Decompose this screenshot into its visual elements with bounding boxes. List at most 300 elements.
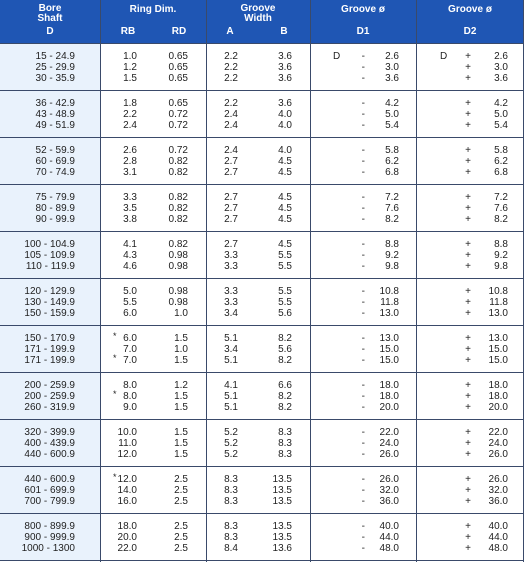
table-cell-size: 80 - 89.9	[35, 203, 75, 214]
table-row	[0, 192, 524, 203]
table-cell-rb: 6.0	[123, 333, 137, 344]
table-row	[0, 521, 524, 532]
row-group	[0, 279, 524, 326]
row-group-divider	[0, 560, 524, 561]
table-cell-d1-sign: -	[361, 391, 365, 402]
table-cell-size: 15 - 24.9	[35, 51, 75, 62]
table-cell-size: 25 - 29.9	[35, 62, 75, 73]
table-cell-a: 5.1	[224, 391, 238, 402]
row-group	[0, 326, 524, 373]
table-cell-size: 900 - 999.9	[24, 532, 75, 543]
table-cell-d2: 48.0	[488, 543, 508, 554]
table-cell-a: 2.4	[224, 109, 238, 120]
table-cell-d1: 9.2	[385, 250, 399, 261]
table-cell-rd: 1.5	[174, 449, 188, 460]
table-cell-size: 440 - 600.9	[24, 474, 75, 485]
table-cell-rb: 3.3	[123, 192, 137, 203]
table-cell-size: 36 - 42.9	[35, 98, 75, 109]
table-cell-d1: 36.0	[379, 496, 399, 507]
table-cell-d2-sign: +	[465, 308, 471, 319]
table-row	[0, 51, 524, 62]
table-cell-a: 8.3	[224, 532, 238, 543]
header-d2: D2	[463, 26, 477, 37]
table-cell-d1: 9.8	[385, 261, 399, 272]
table-cell-d2: 15.0	[488, 355, 508, 366]
table-cell-d1-sign: -	[361, 261, 365, 272]
table-cell-a: 3.4	[224, 308, 238, 319]
table-cell-rb: 16.0	[117, 496, 137, 507]
table-cell-b: 3.6	[278, 51, 292, 62]
column-divider	[100, 0, 101, 562]
table-cell-d2: 8.2	[494, 214, 508, 225]
table-cell-b: 4.5	[278, 214, 292, 225]
table-cell-b: 13.6	[272, 543, 292, 554]
table-cell-b: 8.3	[278, 438, 292, 449]
header-rb: RB	[120, 26, 136, 37]
table-row	[0, 62, 524, 73]
table-row	[0, 73, 524, 84]
header-groove-d2: Groove ø	[448, 4, 492, 15]
table-cell-d1-sign: -	[361, 438, 365, 449]
table-cell-a: 2.2	[224, 98, 238, 109]
table-cell-rb: 12.0	[117, 474, 137, 485]
table-cell-rb: 11.0	[118, 438, 137, 449]
row-group	[0, 232, 524, 279]
table-cell-rd: 2.5	[174, 496, 188, 507]
table-cell-rb: 4.6	[123, 261, 137, 272]
table-cell-d1: 8.2	[385, 214, 399, 225]
table-cell-rb: 7.0	[123, 344, 137, 355]
table-cell-b: 5.5	[278, 250, 292, 261]
table-cell-size: 120 - 129.9	[24, 286, 75, 297]
table-cell-rb: 1.8	[123, 98, 137, 109]
table-cell-d1: 5.4	[385, 120, 399, 131]
table-cell-d2-sign: +	[465, 120, 471, 131]
table-cell-d2-sign: +	[465, 145, 471, 156]
table-row	[0, 380, 524, 391]
table-cell-d1-sign: -	[361, 203, 365, 214]
table-cell-d2-sign: +	[465, 203, 471, 214]
row-group	[0, 91, 524, 138]
table-cell-d2: 3.0	[494, 62, 508, 73]
header-groove-width: Groove Width	[240, 3, 276, 24]
table-cell-b: 8.3	[278, 427, 292, 438]
table-cell-size: 60 - 69.9	[35, 156, 75, 167]
table-cell-rd: 1.5	[174, 402, 188, 413]
table-cell-d1-sign: -	[361, 62, 365, 73]
table-cell-d2: 9.2	[494, 250, 508, 261]
table-cell-a: 5.2	[224, 438, 238, 449]
table-cell-a: 3.3	[224, 297, 238, 308]
table-row	[0, 109, 524, 120]
table-row	[0, 120, 524, 131]
table-cell-rb: 20.0	[117, 532, 137, 543]
table-cell-rd: 0.65	[168, 62, 188, 73]
table-cell-size: 105 - 109.9	[24, 250, 75, 261]
table-cell-d1-sign: -	[361, 449, 365, 460]
header-bore-symbol: D	[46, 26, 54, 37]
table-row	[0, 427, 524, 438]
table-cell-d1: 15.0	[379, 344, 399, 355]
table-cell-rd: 0.65	[168, 98, 188, 109]
table-cell-d1-sign: -	[361, 380, 365, 391]
table-row	[0, 474, 524, 485]
table-cell-d1-sign: -	[361, 333, 365, 344]
table-cell-d1-sign: -	[361, 145, 365, 156]
table-cell-size: 43 - 48.9	[35, 109, 75, 120]
table-cell-d1-sign: -	[361, 297, 365, 308]
table-cell-rd: 0.72	[168, 109, 188, 120]
table-cell-d2-sign: +	[465, 427, 471, 438]
header-a: A	[226, 26, 234, 37]
table-cell-a: 3.3	[224, 261, 238, 272]
table-cell-size: 260 - 319.9	[24, 402, 75, 413]
table-cell-d1-sign: -	[361, 286, 365, 297]
table-cell-d2: 20.0	[488, 402, 508, 413]
header-rd: RD	[171, 26, 187, 37]
table-cell-d2-sign: +	[465, 543, 471, 554]
table-cell-size: 700 - 799.9	[24, 496, 75, 507]
table-cell-d2-sign: +	[465, 449, 471, 460]
table-cell-b: 3.6	[278, 98, 292, 109]
table-cell-rd: 2.5	[174, 543, 188, 554]
table-cell-rb: 3.5	[123, 203, 137, 214]
table-cell-rd: 1.5	[174, 355, 188, 366]
table-cell-rb: 5.0	[123, 286, 137, 297]
table-cell-b: 13.5	[272, 474, 292, 485]
table-cell-b: 5.6	[278, 344, 292, 355]
table-row	[0, 167, 524, 178]
table-cell-rd: 2.5	[174, 485, 188, 496]
table-cell-rd: 0.72	[168, 120, 188, 131]
table-cell-a: 3.3	[224, 250, 238, 261]
table-cell-d1: 13.0	[379, 308, 399, 319]
table-cell-b: 5.5	[278, 297, 292, 308]
table-cell-rb: 6.0	[123, 308, 137, 319]
table-cell-d1-sign: -	[361, 239, 365, 250]
table-cell-d2-sign: +	[465, 51, 471, 62]
table-cell-d1: 4.2	[385, 98, 399, 109]
table-cell-b: 4.5	[278, 156, 292, 167]
table-cell-rb: 8.0	[123, 380, 137, 391]
table-cell-a: 2.7	[224, 214, 238, 225]
table-cell-d1-sign: -	[361, 355, 365, 366]
table-cell-d1: 11.8	[380, 297, 399, 308]
table-cell-d1: 6.8	[385, 167, 399, 178]
table-cell-a: 2.7	[224, 167, 238, 178]
table-cell-rb: 2.4	[123, 120, 137, 131]
table-cell-d1: 10.8	[379, 286, 399, 297]
column-divider	[310, 0, 311, 562]
row-group	[0, 138, 524, 185]
table-cell-rb: 12.0	[117, 449, 137, 460]
table-cell-rd: 1.5	[174, 438, 188, 449]
table-cell-d2-sign: +	[465, 355, 471, 366]
table-cell-b: 13.5	[272, 496, 292, 507]
table-cell-d2: 6.2	[494, 156, 508, 167]
table-cell-d1: 48.0	[379, 543, 399, 554]
table-cell-d1-sign: -	[361, 427, 365, 438]
table-cell-rd: 1.0	[174, 344, 188, 355]
table-cell-d1: 18.0	[379, 380, 399, 391]
table-cell-a: 2.2	[224, 73, 238, 84]
table-cell-d2: 5.4	[494, 120, 508, 131]
table-cell-rd: 0.82	[168, 156, 188, 167]
table-cell-d1-sign: -	[361, 485, 365, 496]
table-cell-b: 5.5	[278, 261, 292, 272]
d2-symbol: D	[440, 51, 448, 62]
table-cell-size: 171 - 199.9	[24, 344, 75, 355]
table-cell-d2-sign: +	[465, 438, 471, 449]
table-cell-d1: 15.0	[379, 355, 399, 366]
table-cell-d1: 18.0	[379, 391, 399, 402]
table-cell-d1-sign: -	[361, 496, 365, 507]
table-cell-d1: 8.8	[385, 239, 399, 250]
table-cell-rb: 1.2	[123, 62, 137, 73]
table-cell-size: 400 - 439.9	[24, 438, 75, 449]
table-cell-a: 5.1	[224, 333, 238, 344]
table-cell-d2-sign: +	[465, 532, 471, 543]
table-cell-d2: 9.8	[494, 261, 508, 272]
table-cell-d1: 26.0	[379, 474, 399, 485]
table-cell-a: 2.2	[224, 51, 238, 62]
d1-symbol: D	[333, 51, 341, 62]
table-cell-rd: 1.2	[174, 380, 188, 391]
table-cell-rb: 4.1	[123, 239, 137, 250]
table-cell-a: 2.4	[224, 145, 238, 156]
table-cell-d2-sign: +	[465, 250, 471, 261]
table-cell-d2: 15.0	[488, 344, 508, 355]
table-cell-d2: 18.0	[488, 380, 508, 391]
table-cell-a: 5.1	[224, 402, 238, 413]
table-cell-d1-sign: -	[361, 532, 365, 543]
table-cell-d2: 10.8	[488, 286, 508, 297]
table-cell-d1-sign: -	[361, 543, 365, 554]
table-row	[0, 98, 524, 109]
table-cell-size: 30 - 35.9	[35, 73, 75, 84]
table-cell-d2-sign: +	[465, 496, 471, 507]
table-cell-d1: 20.0	[379, 402, 399, 413]
table-cell-d2-sign: +	[465, 521, 471, 532]
table-cell-a: 8.4	[224, 543, 238, 554]
table-cell-d1-sign: -	[361, 120, 365, 131]
asterisk-note-marker: *	[113, 331, 117, 341]
table-cell-size: 171 - 199.9	[24, 355, 75, 366]
table-cell-size: 52 - 59.9	[35, 145, 75, 156]
table-cell-size: 150 - 159.9	[24, 308, 75, 319]
table-row	[0, 485, 524, 496]
table-cell-d2-sign: +	[465, 380, 471, 391]
table-cell-b: 4.5	[278, 192, 292, 203]
table-cell-d2-sign: +	[465, 286, 471, 297]
table-cell-size: 800 - 899.9	[24, 521, 75, 532]
header-b: B	[280, 26, 288, 37]
table-cell-b: 8.2	[278, 402, 292, 413]
table-cell-size: 70 - 74.9	[35, 167, 75, 178]
table-row	[0, 449, 524, 460]
row-group	[0, 420, 524, 467]
table-cell-d1-sign: -	[361, 250, 365, 261]
table-cell-a: 5.2	[224, 427, 238, 438]
table-cell-rd: 0.82	[168, 239, 188, 250]
table-cell-rd: 0.98	[168, 297, 188, 308]
table-cell-rb: 18.0	[117, 521, 137, 532]
table-cell-rb: 7.0	[123, 355, 137, 366]
table-row	[0, 532, 524, 543]
table-cell-a: 8.3	[224, 474, 238, 485]
table-cell-d1-sign: -	[361, 214, 365, 225]
table-row	[0, 391, 524, 402]
asterisk-note-marker: *	[113, 353, 117, 363]
table-cell-b: 6.6	[278, 380, 292, 391]
table-cell-d2: 13.0	[488, 333, 508, 344]
table-cell-rd: 0.98	[168, 250, 188, 261]
table-cell-d2-sign: +	[465, 297, 471, 308]
table-cell-size: 601 - 699.9	[24, 485, 75, 496]
table-cell-rb: 1.5	[123, 73, 137, 84]
table-cell-d1-sign: -	[361, 109, 365, 120]
table-cell-d1-sign: -	[361, 308, 365, 319]
table-cell-rd: 1.5	[174, 391, 188, 402]
table-cell-d1: 3.0	[385, 62, 399, 73]
table-cell-a: 3.4	[224, 344, 238, 355]
table-cell-rd: 0.65	[168, 73, 188, 84]
table-cell-b: 5.5	[278, 286, 292, 297]
table-cell-b: 4.5	[278, 167, 292, 178]
table-cell-rb: 3.1	[123, 167, 137, 178]
table-cell-d2: 6.8	[494, 167, 508, 178]
table-cell-d2: 32.0	[488, 485, 508, 496]
table-row	[0, 239, 524, 250]
table-cell-d1-sign: -	[361, 402, 365, 413]
table-cell-d2: 11.8	[489, 297, 508, 308]
table-row	[0, 214, 524, 225]
header-divider	[0, 43, 524, 44]
table-cell-rd: 2.5	[174, 532, 188, 543]
table-cell-d1: 32.0	[379, 485, 399, 496]
table-row	[0, 355, 524, 366]
table-cell-rd: 2.5	[174, 474, 188, 485]
table-cell-rb: 2.2	[123, 109, 137, 120]
table-row	[0, 145, 524, 156]
header-ring-dim: Ring Dim.	[129, 4, 177, 15]
table-cell-b: 4.0	[278, 109, 292, 120]
table-cell-b: 13.5	[272, 485, 292, 496]
table-cell-rd: 0.82	[168, 203, 188, 214]
table-cell-d2-sign: +	[465, 474, 471, 485]
table-cell-d1-sign: -	[361, 51, 365, 62]
table-cell-d1: 7.6	[385, 203, 399, 214]
table-cell-d2-sign: +	[465, 239, 471, 250]
table-cell-d2: 7.2	[494, 192, 508, 203]
table-cell-d1: 5.8	[385, 145, 399, 156]
table-cell-size: 75 - 79.9	[35, 192, 75, 203]
table-cell-d2: 24.0	[488, 438, 508, 449]
table-cell-d2-sign: +	[465, 167, 471, 178]
table-row	[0, 308, 524, 319]
table-cell-size: 100 - 104.9	[24, 239, 75, 250]
table-cell-size: 440 - 600.9	[24, 449, 75, 460]
table-cell-d1-sign: -	[361, 344, 365, 355]
column-divider	[206, 0, 207, 562]
table-cell-a: 2.7	[224, 239, 238, 250]
table-cell-rd: 0.72	[168, 145, 188, 156]
table-cell-d2-sign: +	[465, 192, 471, 203]
header-d1: D1	[356, 26, 370, 37]
table-cell-a: 5.1	[224, 355, 238, 366]
table-cell-d2-sign: +	[465, 214, 471, 225]
row-group	[0, 514, 524, 561]
table-row	[0, 402, 524, 413]
table-cell-a: 5.2	[224, 449, 238, 460]
table-row	[0, 496, 524, 507]
table-cell-d1-sign: -	[361, 73, 365, 84]
table-cell-a: 8.3	[224, 521, 238, 532]
table-cell-d1: 7.2	[385, 192, 399, 203]
table-cell-d2-sign: +	[465, 62, 471, 73]
table-row	[0, 333, 524, 344]
table-cell-rd: 2.5	[174, 521, 188, 532]
table-cell-d2-sign: +	[465, 344, 471, 355]
table-cell-a: 2.4	[224, 120, 238, 131]
table-cell-b: 13.5	[272, 521, 292, 532]
table-cell-d2: 5.8	[494, 145, 508, 156]
table-cell-a: 2.7	[224, 203, 238, 214]
table-cell-rb: 14.0	[117, 485, 137, 496]
table-cell-d2: 8.8	[494, 239, 508, 250]
table-cell-a: 8.3	[224, 485, 238, 496]
table-row	[0, 344, 524, 355]
table-cell-d2: 18.0	[488, 391, 508, 402]
table-cell-d1: 13.0	[379, 333, 399, 344]
table-header	[0, 0, 524, 44]
table-row	[0, 203, 524, 214]
table-cell-rd: 0.98	[168, 286, 188, 297]
table-row	[0, 261, 524, 272]
table-row	[0, 438, 524, 449]
table-cell-rd: 1.0	[174, 308, 188, 319]
table-cell-rb: 8.0	[123, 391, 137, 402]
table-cell-d2: 7.6	[494, 203, 508, 214]
table-cell-d2: 36.0	[488, 496, 508, 507]
table-cell-rd: 1.5	[174, 427, 188, 438]
table-cell-d2: 26.0	[488, 449, 508, 460]
table-cell-rb: 22.0	[117, 543, 137, 554]
table-cell-size: 130 - 149.9	[24, 297, 75, 308]
row-group	[0, 185, 524, 232]
table-row	[0, 156, 524, 167]
table-cell-a: 8.3	[224, 496, 238, 507]
table-cell-d2-sign: +	[465, 402, 471, 413]
table-cell-rb: 1.0	[123, 51, 137, 62]
table-cell-d2-sign: +	[465, 156, 471, 167]
table-cell-rd: 0.98	[168, 261, 188, 272]
table-cell-size: 150 - 170.9	[24, 333, 75, 344]
table-cell-rb: 10.0	[117, 427, 137, 438]
asterisk-note-marker: *	[113, 389, 117, 399]
table-cell-d2: 44.0	[488, 532, 508, 543]
table-cell-a: 4.1	[224, 380, 238, 391]
table-cell-d2-sign: +	[465, 333, 471, 344]
table-cell-d1-sign: -	[361, 474, 365, 485]
table-cell-d2-sign: +	[465, 73, 471, 84]
table-cell-b: 3.6	[278, 62, 292, 73]
table-cell-b: 3.6	[278, 73, 292, 84]
table-row	[0, 543, 524, 554]
table-cell-d2: 3.6	[494, 73, 508, 84]
column-divider	[416, 0, 417, 562]
table-cell-rb: 4.3	[123, 250, 137, 261]
